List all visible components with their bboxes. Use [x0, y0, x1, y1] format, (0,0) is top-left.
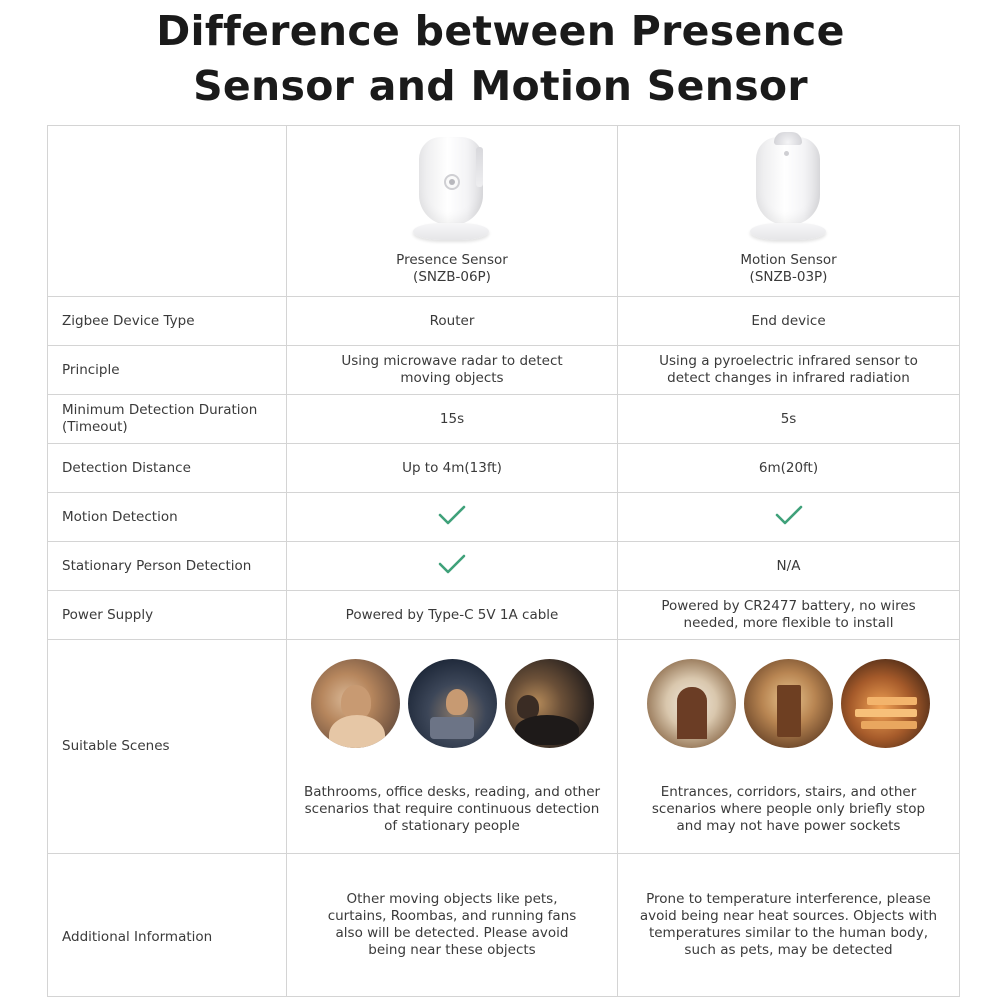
- motion-distance-value: 6m(20ft): [618, 444, 960, 493]
- text-line: such as pets, may be detected: [684, 942, 893, 958]
- table-header-row: [48, 126, 960, 297]
- text-line: (Timeout): [62, 419, 128, 435]
- presence-info-value: [287, 854, 618, 997]
- office-desk-scene-photo: [408, 659, 497, 748]
- motion-sensor-device-image: [744, 137, 834, 242]
- text-line: detect changes in infrared radiation: [667, 370, 910, 386]
- bathroom-scene-photo: [311, 659, 400, 748]
- row-label-stationary: Stationary Person Detection: [48, 542, 287, 591]
- motion-power-value: [618, 591, 960, 640]
- table-row: [48, 640, 960, 854]
- presence-principle-value: [287, 346, 618, 395]
- text-line: scenarios that require continuous detection: [304, 800, 600, 817]
- text-line: Using microwave radar to detect: [341, 353, 563, 369]
- entrance-scene-photo: [647, 659, 736, 748]
- table-row: [48, 854, 960, 997]
- motion-motion-detection-value: [618, 493, 960, 542]
- reading-scene-photo: [505, 659, 594, 748]
- motion-timeout-value: 5s: [618, 395, 960, 444]
- presence-sensor-header: [287, 126, 618, 297]
- text-line: also will be detected. Please avoid: [335, 925, 569, 941]
- table-row: [48, 444, 960, 493]
- row-label-info: Additional Information: [48, 854, 287, 997]
- page-title-line-2: Sensor and Motion Sensor: [193, 62, 808, 110]
- text-line: curtains, Roombas, and running fans: [327, 908, 577, 924]
- row-label-timeout: [48, 395, 287, 444]
- motion-principle-value: [618, 346, 960, 395]
- presence-stationary-value: [287, 542, 618, 591]
- motion-sensor-name: Motion Sensor: [740, 251, 837, 268]
- text-line: Bathrooms, office desks, reading, and other: [303, 783, 601, 800]
- text-line: needed, more flexible to install: [683, 615, 894, 631]
- row-label-principle: Principle: [48, 346, 287, 395]
- text-line: and may not have power sockets: [676, 817, 901, 834]
- presence-scenes-value: [287, 640, 618, 854]
- text-line: Prone to temperature interference, please: [646, 891, 931, 907]
- text-line: Other moving objects like pets,: [346, 891, 558, 907]
- check-icon: [774, 503, 804, 527]
- table-row: [48, 395, 960, 444]
- presence-motion-detection-value: [287, 493, 618, 542]
- row-label-distance: Detection Distance: [48, 444, 287, 493]
- motion-sensor-header: [618, 126, 960, 297]
- corridor-scene-photo: [744, 659, 833, 748]
- motion-sensor-model: (SNZB-03P): [749, 268, 828, 285]
- text-line: of stationary people: [384, 817, 520, 834]
- stairs-scene-photo: [841, 659, 930, 748]
- comparison-table: [47, 125, 960, 997]
- text-line: Using a pyroelectric infrared sensor to: [659, 353, 918, 369]
- text-line: moving objects: [400, 370, 504, 386]
- table-row: [48, 297, 960, 346]
- motion-zigbee-value: End device: [618, 297, 960, 346]
- presence-sensor-device-image: [407, 137, 497, 242]
- motion-scenes-value: [618, 640, 960, 854]
- row-label-motion-detection: Motion Detection: [48, 493, 287, 542]
- presence-sensor-model: (SNZB-06P): [413, 268, 491, 285]
- table-row: [48, 493, 960, 542]
- text-line: scenarios where people only briefly stop: [651, 800, 926, 817]
- check-icon: [437, 552, 467, 576]
- motion-stationary-value: N/A: [618, 542, 960, 591]
- row-label-scenes: Suitable Scenes: [48, 640, 287, 854]
- presence-power-value: Powered by Type-C 5V 1A cable: [287, 591, 618, 640]
- presence-sensor-name: Presence Sensor: [396, 251, 508, 268]
- table-row: [48, 542, 960, 591]
- table-row: [48, 591, 960, 640]
- presence-timeout-value: 15s: [287, 395, 618, 444]
- check-icon: [437, 503, 467, 527]
- text-line: Minimum Detection Duration: [62, 402, 258, 418]
- page-title: [0, 4, 1001, 114]
- text-line: being near these objects: [368, 942, 536, 958]
- text-line: temperatures similar to the human body,: [648, 925, 929, 941]
- text-line: Powered by CR2477 battery, no wires: [661, 598, 916, 614]
- row-label-zigbee: Zigbee Device Type: [48, 297, 287, 346]
- presence-zigbee-value: Router: [287, 297, 618, 346]
- page-title-line-1: Difference between Presence: [156, 7, 845, 55]
- motion-info-value: [618, 854, 960, 997]
- text-line: avoid being near heat sources. Objects with: [639, 908, 938, 924]
- table-row: [48, 346, 960, 395]
- text-line: Entrances, corridors, stairs, and other: [660, 783, 917, 800]
- empty-corner-cell: [48, 126, 287, 297]
- row-label-power: Power Supply: [48, 591, 287, 640]
- presence-distance-value: Up to 4m(13ft): [287, 444, 618, 493]
